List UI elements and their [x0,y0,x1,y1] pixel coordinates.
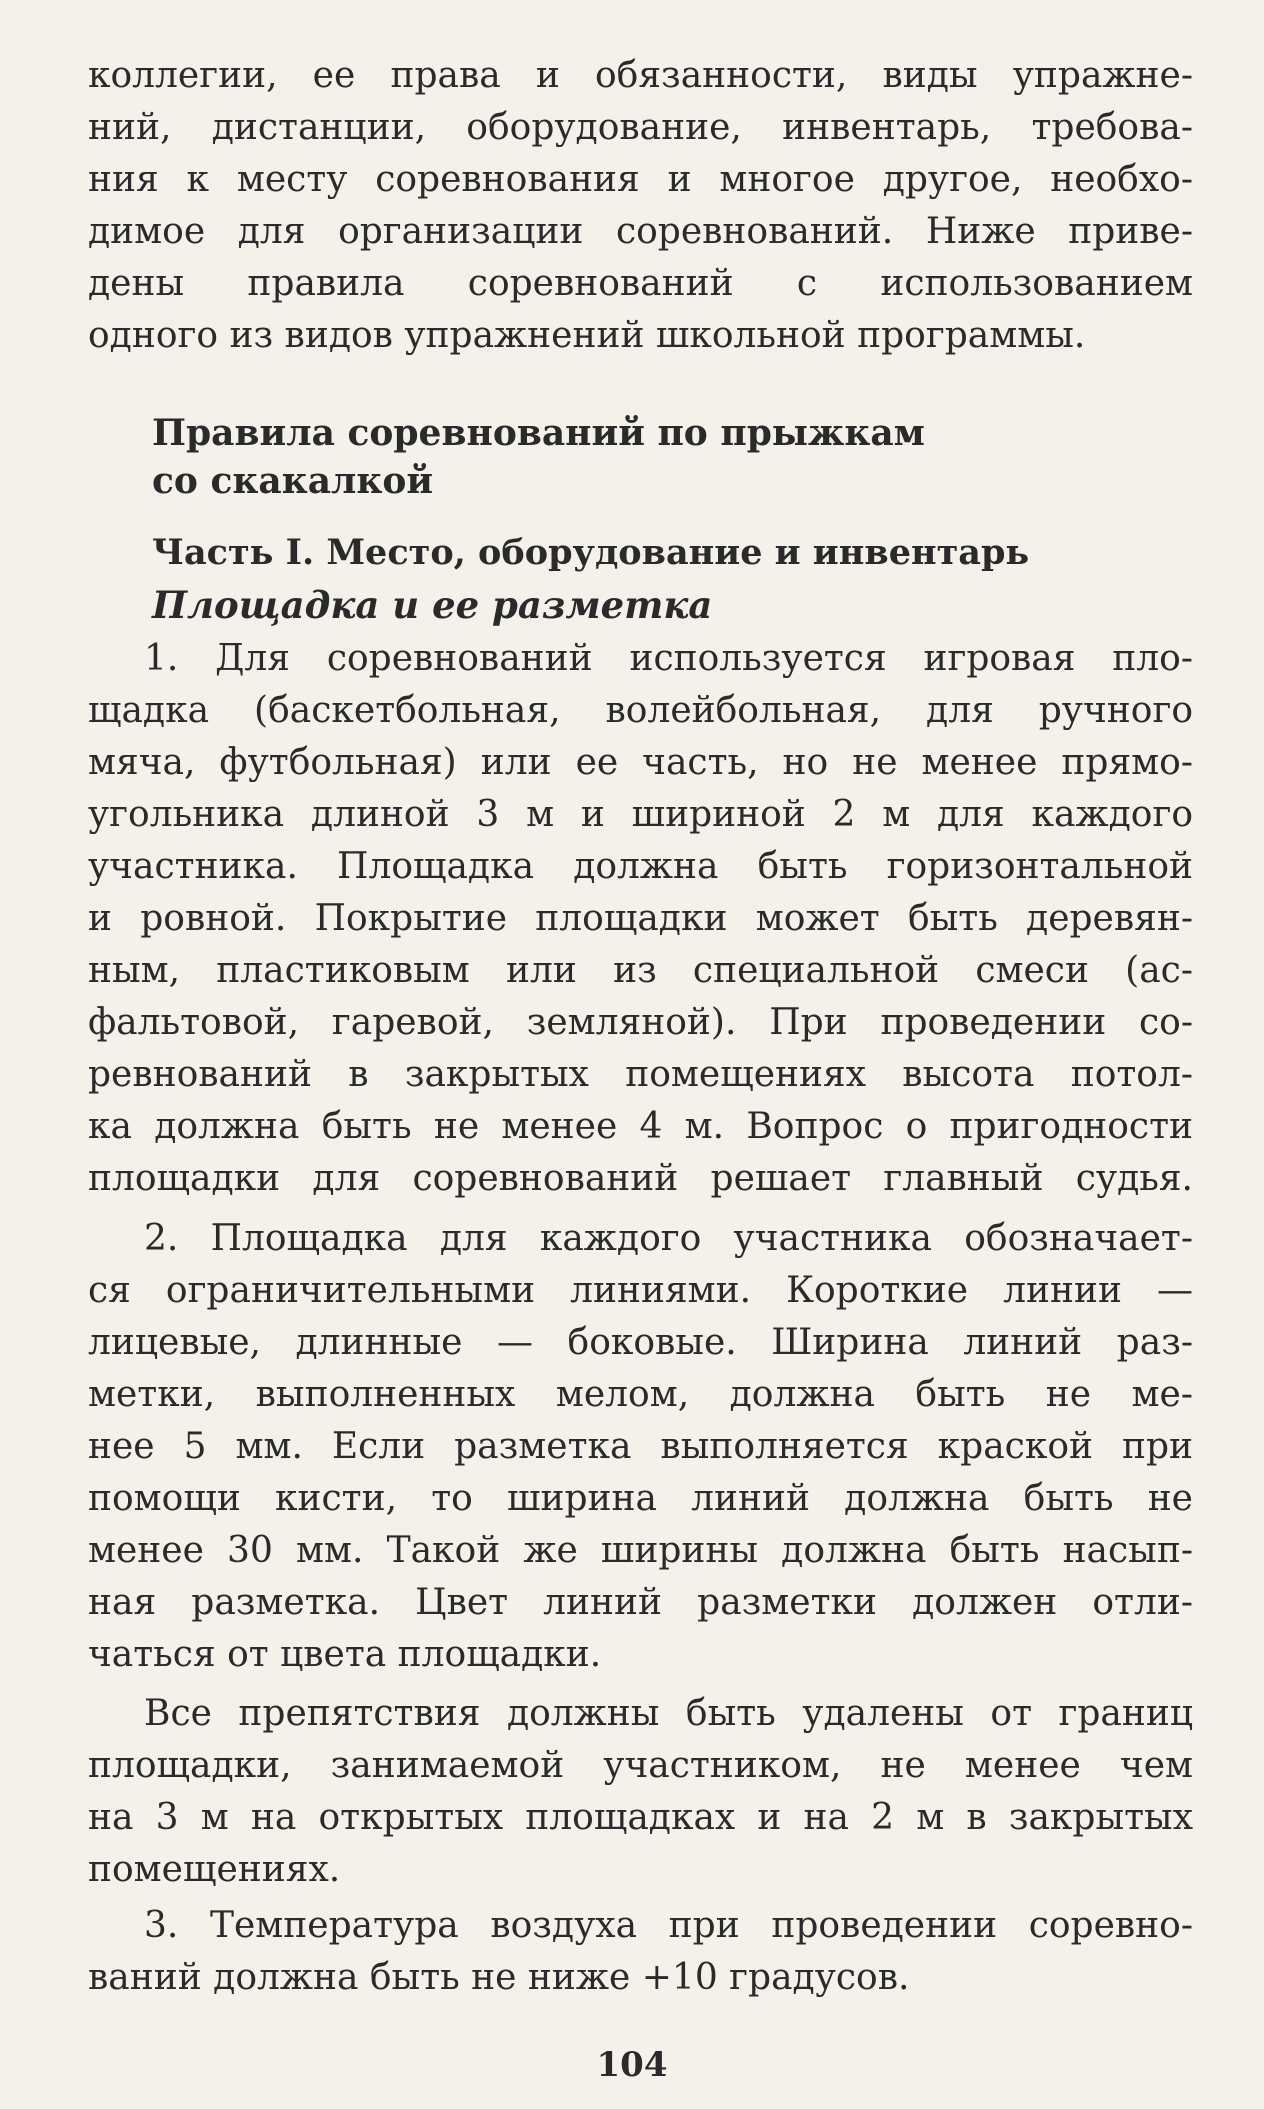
text-line: ная разметка. Цвет линий разметки должен отли- [88,1582,1193,1623]
paragraph-1 [88,633,1193,1205]
text-line: 2. Площадка для каждого участника обозначает- [144,1218,1193,1259]
page-number: 104 [596,2045,668,2085]
section-heading: Площадка и ее разметка [152,583,713,627]
text-line: Все препятствия должны быть удалены от границ [144,1693,1193,1734]
text-line: 3. Температура воздуха при проведении соревно- [144,1905,1193,1946]
text-line: ным, пластиковым или из специальной смеси (ас- [88,950,1193,991]
intro-paragraph [88,50,1193,362]
text-line: площадки для соревнований решает главный судья. [88,1158,1193,1199]
text-line: дены правила соревнований с использованием [88,263,1193,304]
text-line: участника. Площадка должна быть горизонтальной [88,846,1193,887]
text-line: площадки, занимаемой участником, не менее чем [88,1745,1193,1786]
paragraph-3 [88,1688,1193,1896]
rules-title-line-2: со скакалкой [152,460,434,502]
text-line: щадка (баскетбольная, волейбольная, для ручного [88,690,1193,731]
text-line: коллегии, ее права и обязанности, виды упражне- [88,55,1193,96]
text-line: фальтовой, гаревой, земляной). При проведении со- [88,1002,1193,1043]
text-line: одного из видов упражнений школьной программы. [88,315,1086,356]
text-line: помощи кисти, то ширина линий должна быть не [88,1478,1193,1519]
text-line: ваний должна быть не ниже +10 градусов. [88,1957,910,1998]
text-line: ка должна быть не менее 4 м. Вопрос о пригодности [88,1106,1193,1147]
text-line: метки, выполненных мелом, должна быть не ме- [88,1374,1193,1415]
part-heading: Часть I. Место, оборудование и инвентарь [152,532,1030,573]
text-line: угольника длиной 3 м и шириной 2 м для каждого [88,794,1193,835]
text-line: помещениях. [88,1849,341,1890]
text-line: на 3 м на открытых площадках и на 2 м в закрытых [88,1797,1193,1838]
text-line: нее 5 мм. Если разметка выполняется краской при [88,1426,1193,1467]
text-line: лицевые, длинные — боковые. Ширина линий раз- [88,1322,1193,1363]
rules-title-line-1: Правила соревнований по прыжкам [152,412,925,454]
text-line: мяча, футбольная) или ее часть, но не менее прямо- [88,742,1193,783]
text-line: ся ограничительными линиями. Короткие линии — [88,1270,1193,1311]
text-line: ния к месту соревнования и многое другое, необхо- [88,159,1193,200]
paragraph-2 [88,1213,1193,1681]
text-line: димое для организации соревнований. Ниже приве- [88,211,1193,252]
text-line: и ровной. Покрытие площадки может быть деревян- [88,898,1193,939]
text-line: ний, дистанции, оборудование, инвентарь, требова- [88,107,1193,148]
text-line: чаться от цвета площадки. [88,1634,602,1675]
text-line: ревнований в закрытых помещениях высота потол- [88,1054,1193,1095]
text-line: менее 30 мм. Такой же ширины должна быть насып- [88,1530,1193,1571]
paragraph-4 [88,1900,1193,2004]
text-line: 1. Для соревнований используется игровая пло- [144,638,1193,679]
